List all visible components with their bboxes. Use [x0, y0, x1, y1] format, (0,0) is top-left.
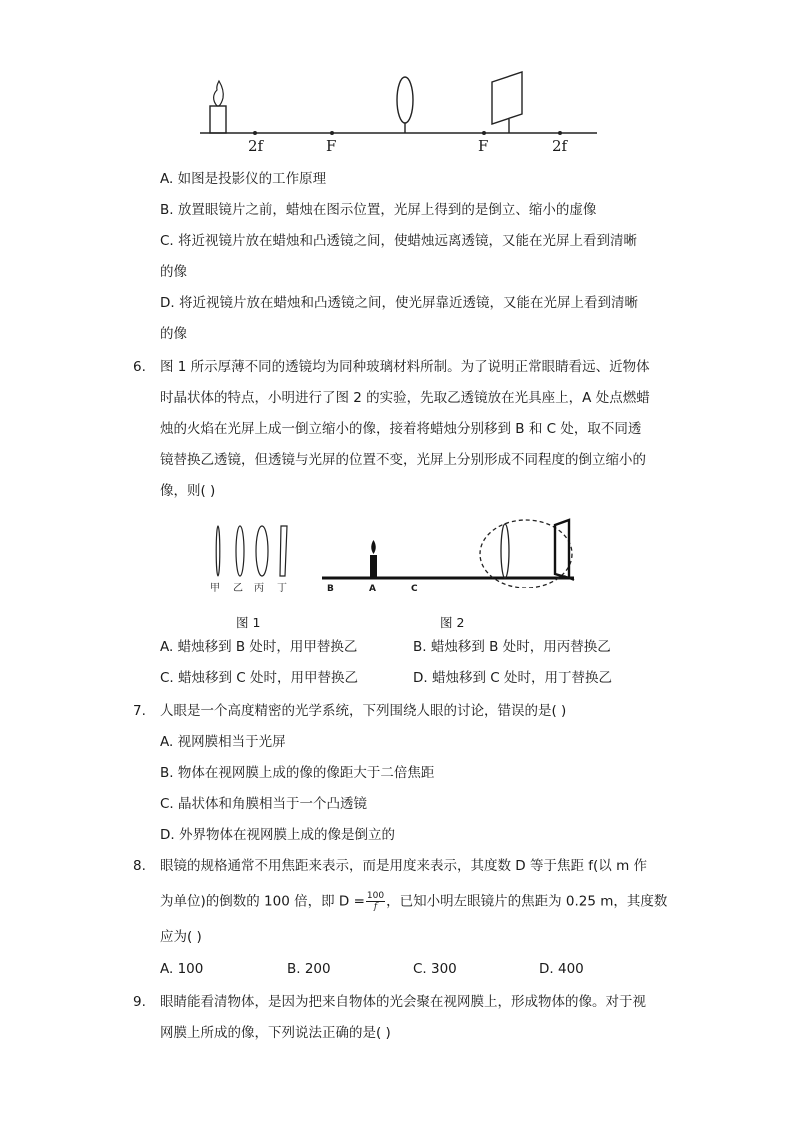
label-2f-left: 2f: [248, 137, 264, 155]
q5-option-c-line1: C. 将近视镜片放在蜡烛和凸透镜之间，使蜡烛远离透镜，又能在光屏上看到清晰: [160, 233, 638, 249]
q6-line1: 图 1 所示厚薄不同的透镜均为同种玻璃材料所制。为了说明正常眼睛看远、近物体: [160, 359, 650, 375]
q9-line1: 眼睛能看清物体，是因为把来自物体的光会聚在视网膜上，形成物体的像。对于视: [160, 994, 646, 1010]
rail-label-c: C: [411, 584, 418, 594]
lens-label-ding: 丁: [277, 583, 287, 594]
q5-option-c-line2: 的像: [160, 264, 187, 280]
label-f-left: F: [326, 137, 337, 155]
q8-fraction-denominator: f: [373, 902, 378, 912]
q8-fraction: [366, 891, 385, 912]
rail-label-b: B: [327, 584, 334, 594]
figure-1-caption: 图 1: [236, 615, 261, 630]
q7-option-b: B. 物体在视网膜上成的像的像距大于二倍焦距: [160, 765, 435, 781]
q5-option-b: B. 放置眼镜片之前，蜡烛在图示位置，光屏上得到的是倒立、缩小的虚像: [160, 202, 597, 218]
label-2f-right: 2f: [552, 137, 568, 155]
q5-option-a: A. 如图是投影仪的工作原理: [160, 171, 327, 187]
q9-line2: 网膜上所成的像，下列说法正确的是( ): [160, 1025, 391, 1041]
q7-stem: 人眼是一个高度精密的光学系统，下列围绕人眼的讨论，错误的是( ): [160, 703, 567, 719]
q7-option-c: C. 晶状体和角膜相当于一个凸透镜: [160, 796, 368, 812]
q8-line1: 眼镜的规格通常不用焦距来表示，而是用度来表示，其度数 D 等于焦距 f(以 m 作: [160, 858, 648, 874]
q6-option-b: B. 蜡烛移到 B 处时，用丙替换乙: [413, 639, 611, 655]
lens-label-bing: 丙: [254, 583, 264, 594]
q8-option-d: D. 400: [539, 961, 584, 977]
q8-line2: [160, 891, 667, 912]
experiment-figure: [318, 508, 598, 588]
q8-option-a: A. 100: [160, 961, 204, 977]
q8-line2-start: 为单位)的倒数的 100 倍，即 D =: [160, 893, 365, 910]
lens-label-jia: 甲: [210, 583, 220, 594]
q8-option-b: B. 200: [287, 961, 331, 977]
q6-line5: 像，则( ): [160, 483, 216, 499]
q8-number: 8.: [133, 858, 146, 874]
q7-option-a: A. 视网膜相当于光屏: [160, 734, 286, 750]
q6-line4: 镜替换乙透镜，但透镜与光屏的位置不变，光屏上分别形成不同程度的倒立缩小的: [160, 452, 646, 468]
q8-fraction-numerator: 100: [366, 891, 385, 901]
q5-option-d-line1: D. 将近视镜片放在蜡烛和凸透镜之间，使光屏靠近透镜，又能在光屏上看到清晰: [160, 295, 638, 311]
q8-option-c: C. 300: [413, 961, 457, 977]
q6-option-c: C. 蜡烛移到 C 处时，用甲替换乙: [160, 670, 359, 686]
label-f-right: F: [478, 137, 489, 155]
q5-option-d-line2: 的像: [160, 326, 187, 342]
q7-option-d: D. 外界物体在视网膜上成的像是倒立的: [160, 827, 395, 843]
figure-2-caption: 图 2: [440, 615, 465, 630]
rail-label-a: A: [369, 584, 376, 594]
q6-line2: 时晶状体的特点，小明进行了图 2 的实验，先取乙透镜放在光具座上，A 处点燃蜡: [160, 390, 650, 406]
q6-option-d: D. 蜡烛移到 C 处时，用丁替换乙: [413, 670, 612, 686]
q9-number: 9.: [133, 994, 146, 1010]
q7-number: 7.: [133, 703, 146, 719]
lens-set-figure: [206, 524, 296, 584]
q6-option-a: A. 蜡烛移到 B 处时，用甲替换乙: [160, 639, 358, 655]
lens-label-yi: 乙: [233, 583, 243, 594]
q8-line2-end: ，已知小明左眼镜片的焦距为 0.25 m，其度数: [386, 893, 668, 910]
q6-number: 6.: [133, 359, 146, 375]
q6-line3: 烛的火焰在光屏上成一倒立缩小的像，接着将蜡烛分别移到 B 和 C 处，取不同透: [160, 421, 642, 437]
q8-line3: 应为( ): [160, 929, 202, 945]
